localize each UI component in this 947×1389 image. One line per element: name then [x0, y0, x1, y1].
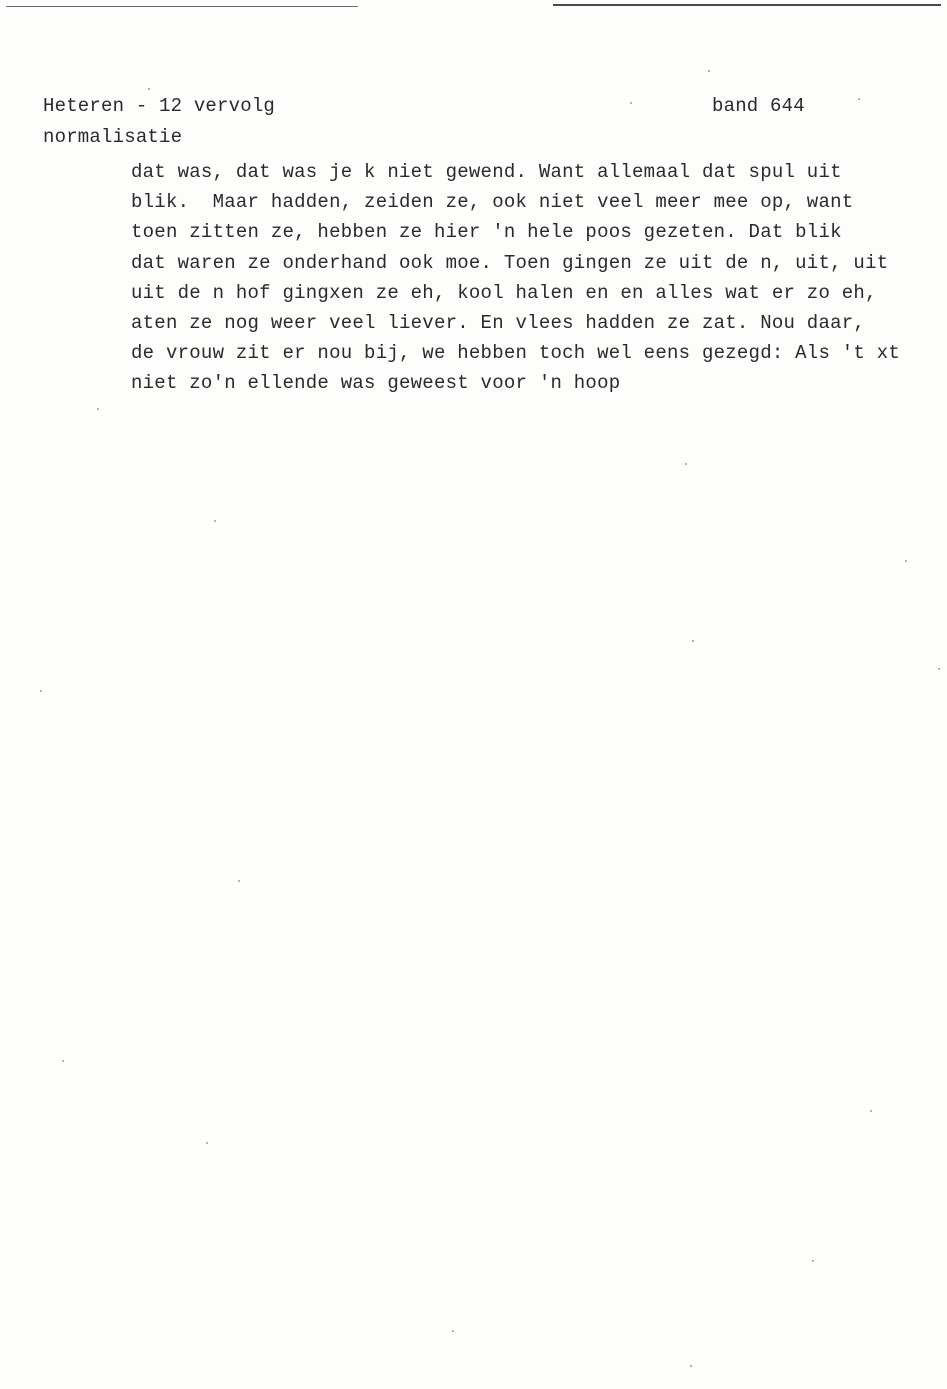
paper-speck	[692, 640, 694, 642]
paper-speck	[97, 408, 99, 410]
paper-speck	[938, 668, 940, 670]
paper-speck	[40, 690, 42, 692]
paper-speck	[452, 1330, 454, 1332]
document-title: Heteren - 12 vervolg	[43, 95, 276, 117]
top-rule-right	[553, 4, 941, 6]
transcript-line: dat waren ze onderhand ook moe. Toen gingen ze uit de n, uit, uit	[131, 251, 889, 274]
transcript-line: toen zitten ze, hebben ze hier 'n hele poos gezeten. Dat blik	[131, 221, 842, 244]
transcript-line: dat was, dat was je k niet gewend. Want allemaal dat spul uit	[131, 161, 842, 183]
band-number: band 644	[712, 95, 805, 117]
paper-speck	[812, 1260, 814, 1262]
paper-speck	[630, 102, 632, 104]
paper-speck	[870, 1110, 872, 1112]
transcript-line: aten ze nog weer veel liever. En vlees hadden ze zat. Nou daar,	[131, 312, 866, 335]
transcript-body	[131, 157, 943, 399]
transcript-line: blik. Maar hadden, zeiden ze, ook niet veel meer mee op, want	[131, 191, 854, 214]
paper-speck	[905, 560, 907, 562]
transcript-line: de vrouw zit er nou bij, we hebben toch wel eens gezegd: Als 't xt	[131, 342, 901, 365]
paper-speck	[858, 98, 860, 100]
paper-speck	[708, 70, 710, 72]
paper-speck	[62, 1060, 64, 1062]
document-subtitle: normalisatie	[43, 126, 183, 148]
top-rule-left	[6, 6, 358, 7]
transcript-line: niet zo'n ellende was geweest voor 'n hoop	[131, 372, 621, 395]
paper-speck	[214, 520, 216, 522]
paper-speck	[148, 88, 150, 90]
transcript-line: uit de n hof gingxen ze eh, kool halen en en alles wat er zo eh,	[131, 281, 877, 304]
paper-speck	[685, 463, 687, 465]
paper-speck	[238, 880, 240, 882]
paper-speck	[690, 1365, 692, 1367]
paper-speck	[206, 1142, 208, 1144]
